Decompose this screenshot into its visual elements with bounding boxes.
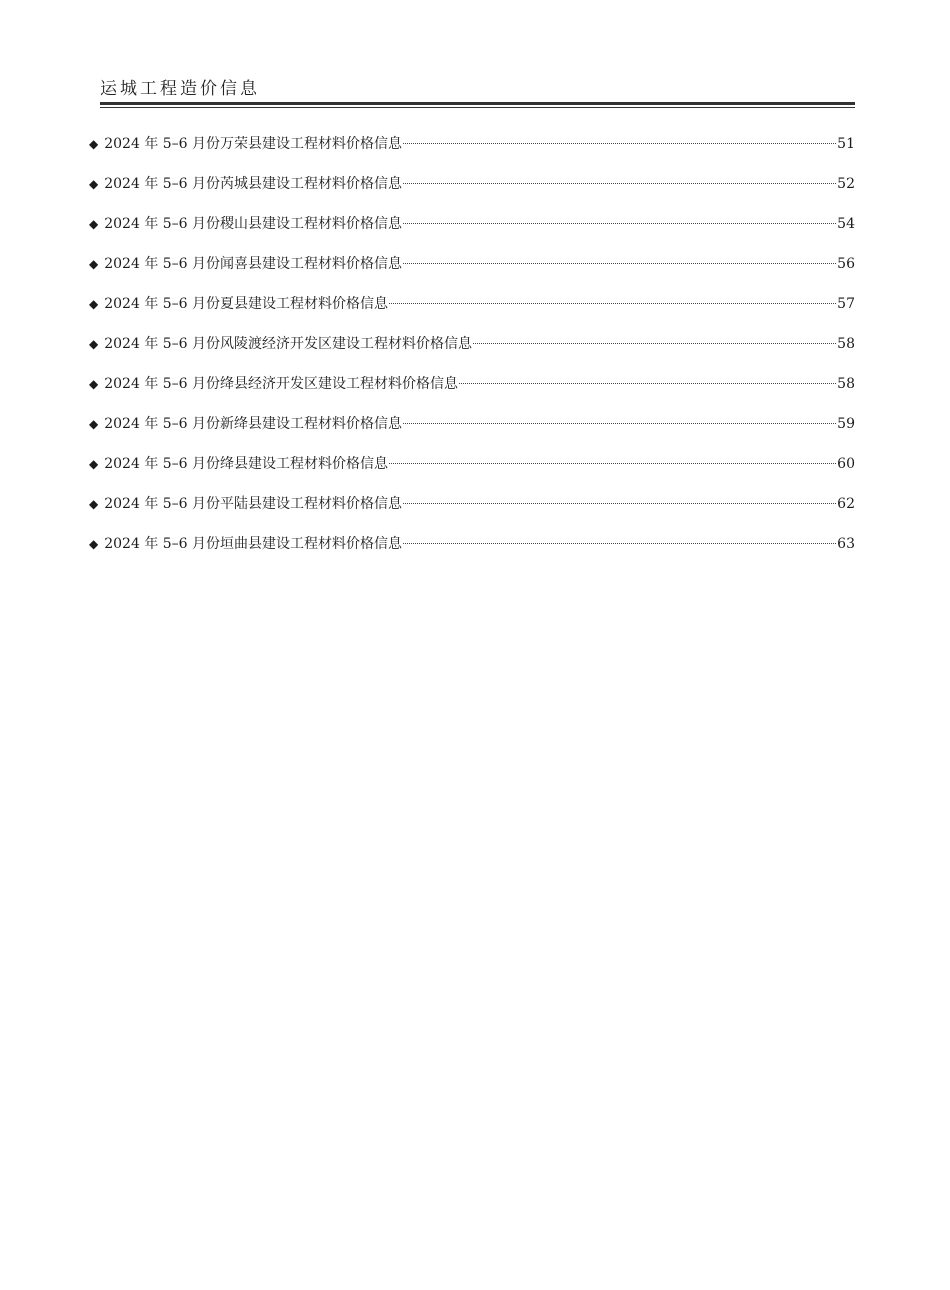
diamond-bullet-icon: ◆: [89, 537, 99, 551]
dot-leader: [403, 183, 836, 184]
header-rule-thin: [100, 107, 855, 108]
toc-entry[interactable]: [89, 374, 855, 414]
toc-page-number: 63: [837, 536, 855, 552]
toc-entry[interactable]: [89, 294, 855, 334]
toc-entry-title: 2024 年 5–6 月份万荣县建设工程材料价格信息: [104, 136, 403, 152]
page-header: [100, 78, 855, 108]
dot-leader: [403, 263, 836, 264]
dot-leader: [403, 423, 836, 424]
diamond-bullet-icon: ◆: [89, 217, 99, 231]
toc-entry-title: 2024 年 5–6 月份新绛县建设工程材料价格信息: [104, 416, 403, 432]
toc-page-number: 59: [837, 416, 855, 432]
dot-leader: [473, 343, 836, 344]
diamond-bullet-icon: ◆: [89, 497, 99, 511]
diamond-bullet-icon: ◆: [89, 457, 99, 471]
header-rule-thick: [100, 102, 855, 105]
toc-page-number: 60: [837, 456, 855, 472]
toc-page-number: 57: [837, 296, 855, 312]
toc-entry[interactable]: [89, 334, 855, 374]
diamond-bullet-icon: ◆: [89, 417, 99, 431]
dot-leader: [403, 503, 836, 504]
toc-entry[interactable]: [89, 534, 855, 574]
dot-leader: [459, 383, 836, 384]
dot-leader: [389, 303, 836, 304]
toc-entry[interactable]: [89, 414, 855, 454]
dot-leader: [389, 463, 836, 464]
diamond-bullet-icon: ◆: [89, 257, 99, 271]
diamond-bullet-icon: ◆: [89, 177, 99, 191]
diamond-bullet-icon: ◆: [89, 137, 99, 151]
dot-leader: [403, 143, 836, 144]
toc-entry[interactable]: [89, 214, 855, 254]
toc-page-number: 52: [837, 176, 855, 192]
diamond-bullet-icon: ◆: [89, 377, 99, 391]
toc-entry-title: 2024 年 5–6 月份夏县建设工程材料价格信息: [104, 296, 389, 312]
toc-entry-title: 2024 年 5–6 月份风陵渡经济开发区建设工程材料价格信息: [104, 336, 473, 352]
dot-leader: [403, 223, 836, 224]
toc-entry[interactable]: [89, 254, 855, 294]
toc-entry-title: 2024 年 5–6 月份绛县经济开发区建设工程材料价格信息: [104, 376, 459, 392]
toc-page-number: 56: [837, 256, 855, 272]
toc-entry[interactable]: [89, 134, 855, 174]
toc-entry-title: 2024 年 5–6 月份闻喜县建设工程材料价格信息: [104, 256, 403, 272]
diamond-bullet-icon: ◆: [89, 337, 99, 351]
toc-page-number: 54: [837, 216, 855, 232]
toc-entry-title: 2024 年 5–6 月份芮城县建设工程材料价格信息: [104, 176, 403, 192]
diamond-bullet-icon: ◆: [89, 297, 99, 311]
publication-title: 运城工程造价信息: [100, 79, 260, 99]
toc-page-number: 58: [837, 376, 855, 392]
toc-entry-title: 2024 年 5–6 月份绛县建设工程材料价格信息: [104, 456, 389, 472]
toc-page-number: 58: [837, 336, 855, 352]
toc-page-number: 62: [837, 496, 855, 512]
toc-entry[interactable]: [89, 174, 855, 214]
toc-entry-title: 2024 年 5–6 月份稷山县建设工程材料价格信息: [104, 216, 403, 232]
table-of-contents: [89, 134, 855, 574]
dot-leader: [403, 543, 836, 544]
toc-entry[interactable]: [89, 494, 855, 534]
toc-entry-title: 2024 年 5–6 月份平陆县建设工程材料价格信息: [104, 496, 403, 512]
toc-entry-title: 2024 年 5–6 月份垣曲县建设工程材料价格信息: [104, 536, 403, 552]
toc-entry[interactable]: [89, 454, 855, 494]
toc-page-number: 51: [837, 136, 855, 152]
